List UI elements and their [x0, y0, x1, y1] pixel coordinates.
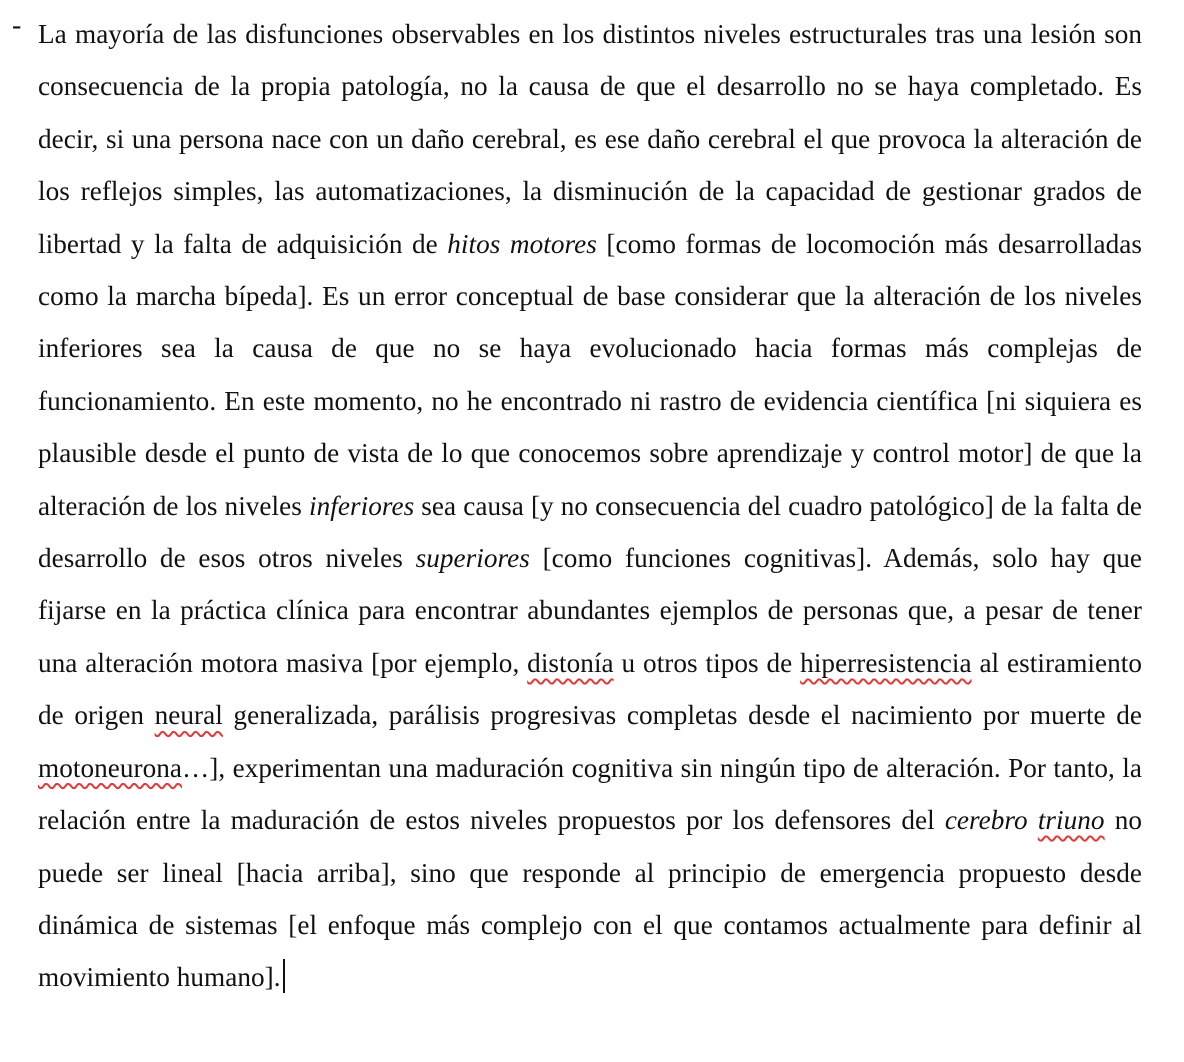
italic-term-superiores: superiores [415, 543, 530, 574]
paragraph-text[interactable] [38, 8, 1142, 1004]
text-run: generalizada, parálisis progresivas completas desde el nacimiento por muerte de [222, 700, 1142, 731]
italic-term-inferiores: inferiores [309, 490, 415, 521]
text-run: [como funciones cognitivas]. Además, solo hay que fijarse en la práctica clínica para encontrar abundantes ejemplos de personas que, a pesar de tener una alteración motora masiva [por ejemplo, [38, 543, 1143, 678]
text-run: al estiramiento de origen [38, 647, 1143, 731]
text-run: u otros tipos de [613, 647, 801, 678]
italic-term-cerebro: cerebro [944, 805, 1028, 836]
list-bullet: - [12, 10, 22, 41]
misspelled-word-neural[interactable]: neural [154, 700, 223, 731]
misspelled-word-hiperresistencia[interactable]: hiperresistencia [800, 647, 972, 678]
misspelled-word-motoneurona[interactable]: motoneurona [38, 752, 183, 783]
text-run [1028, 805, 1038, 835]
misspelled-word-distonia[interactable]: distonía [527, 647, 614, 678]
text-cursor [283, 959, 285, 993]
text-run: no puede ser lineal [hacia arriba], sino que responde al principio de emergencia propuesto desde dinámica de sistemas [el enfoque más complejo con el que contamos actualmente para definir al movimiento humano]. [38, 805, 1142, 993]
text-run: La mayoría de las disfunciones observables en los distintos niveles estructurales tras una lesión son consecuencia de la propia patología, no la causa de que el desarrollo no se haya completado. Es decir, si una persona nace con un daño cerebral, es ese daño cerebral el que provoca la alteración de los reflejos simples, las automatizaciones, la disminución de la capacidad de gestionar grados de libertad y la falta de adquisición de [38, 19, 1142, 259]
text-run: sea causa [y no consecuencia del cuadro patológico] de la falta de desarrollo de esos otros niveles [38, 490, 1142, 574]
text-run: …], experimentan una maduración cognitiva sin ningún tipo de alteración. Por tanto, la relación entre la maduración de estos niveles propuestos por los defensores del [38, 752, 1142, 836]
text-run: [como formas de locomoción más desarrolladas como la marcha bípeda]. Es un error conceptual de base considerar que la alteración de los niveles inferiores sea la causa de que no se haya evolucionado hacia formas más complejas de funcionamiento. En este momento, no he encontrado ni rastro de evidencia científica [ni siquiera es plausible desde el punto de vista de lo que conocemos sobre aprendizaje y control motor] de que la alteración de los niveles [38, 228, 1142, 521]
italic-term-hitos-motores: hitos motores [447, 228, 597, 259]
misspelled-word-triuno[interactable]: triuno [1037, 805, 1105, 836]
